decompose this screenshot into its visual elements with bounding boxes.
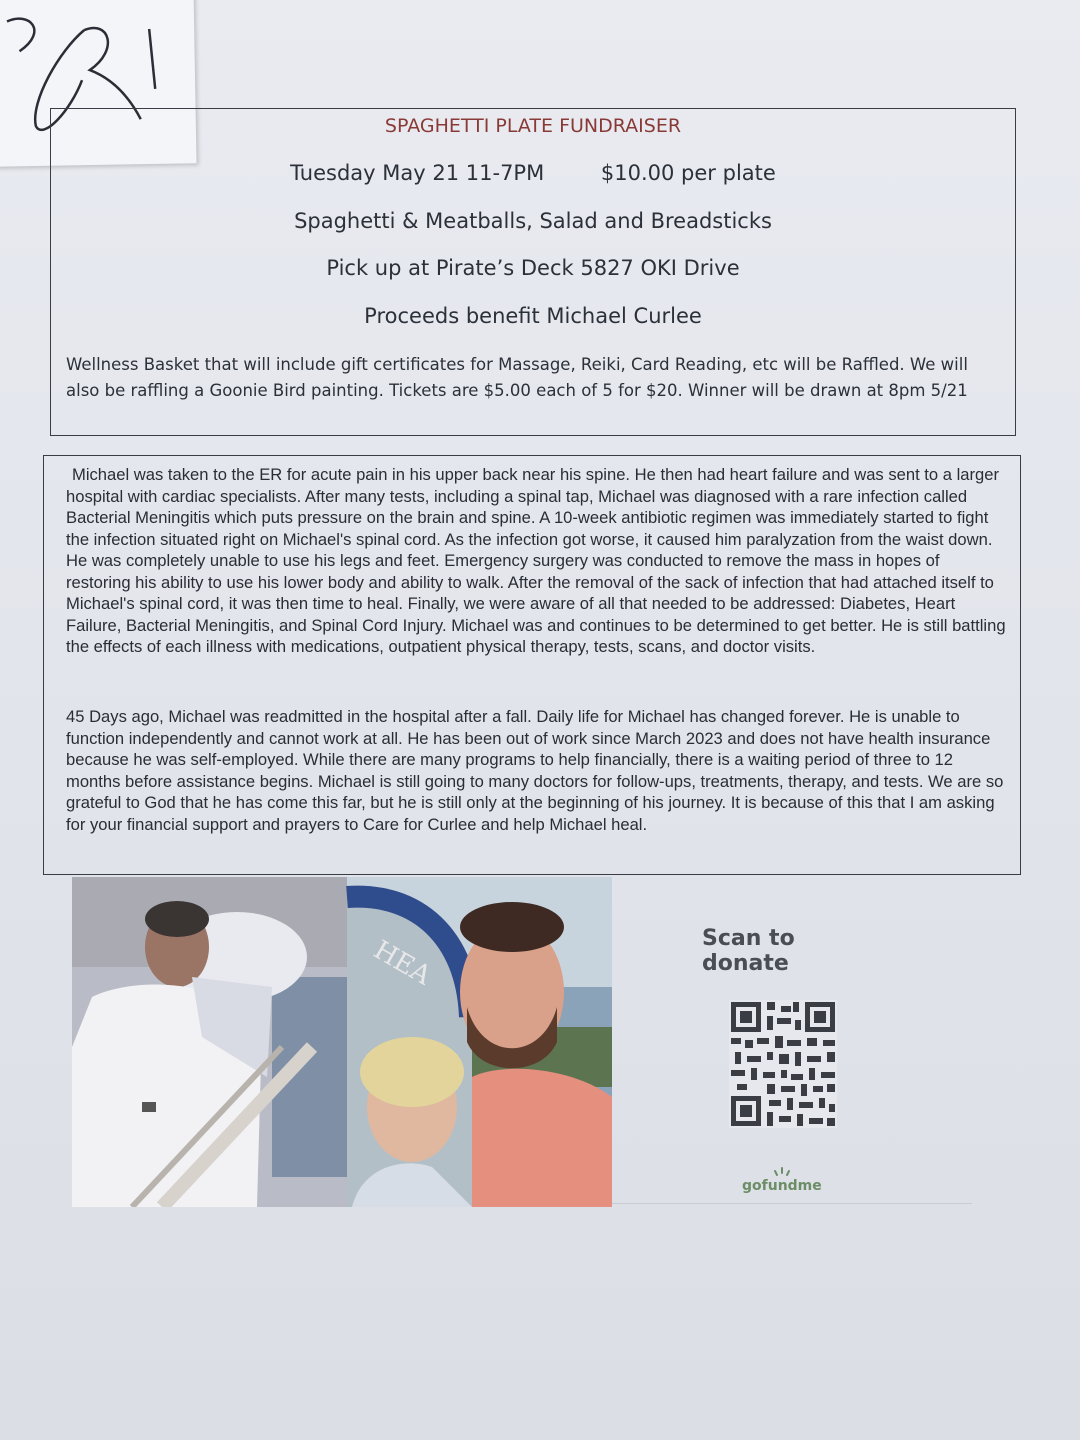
raffle-text: Wellness Basket that will include gift certificates for Massage, Reiki, Card Reading, etc will be Raffled. We will also be raffling a Goonie Bird painting. Tickets are $5.00 each of 5 for $20. Winner will be drawn at 8pm 5/21 xyxy=(66,355,968,400)
hospital-photo xyxy=(72,877,347,1207)
event-date-time: Tuesday May 21 11-7PM xyxy=(290,161,545,185)
story-paragraph-2: 45 Days ago, Michael was readmitted in the hospital after a fall. Daily life for Michael has changed forever. He is unable to function independently and cannot work at all. He has been out of work since March 2023 and does not have health insurance because he was self-employed. While there are many programs to help financially, there is a waiting period of three to 12 months before assistance begins. Michael is still going to many doctors for follow-ups, treatments, therapy, and tests. We are so grateful to God that he has come this far, but he is still only at the beginning of his journey. It is because of this that I am asking for your financial support and prayers to Care for Curlee and help Michael heal. xyxy=(66,707,1004,834)
fundraiser-info-box xyxy=(50,108,1016,436)
qr-code-icon[interactable] xyxy=(729,1000,837,1128)
pickup-line: Pick up at Pirate’s Deck 5827 OKI Drive xyxy=(326,256,740,280)
story-box xyxy=(43,455,1021,875)
beneficiary-line: Proceeds benefit Michael Curlee xyxy=(364,304,702,328)
scan-to-donate-label: Scan to donate xyxy=(702,926,795,976)
plate-price: $10.00 per plate xyxy=(600,161,776,185)
divider xyxy=(612,1203,972,1204)
flyer-title: SPAGHETTI PLATE FUNDRAISER xyxy=(384,115,682,137)
couple-selfie-photo xyxy=(347,877,612,1207)
menu-line: Spaghetti & Meatballs, Salad and Breadsticks xyxy=(294,209,772,233)
gofundme-logo: gofundme xyxy=(742,1178,822,1194)
story-paragraph-1: Michael was taken to the ER for acute pain in his upper back near his spine. He then had heart failure and was sent to a larger hospital with cardiac specialists. After many tests, including a spinal tap, Michael was diagnosed with a rare infection called Bacterial Meningitis which puts pressure on the brain and spine. A 10-week antibiotic regimen was immediately started to fight the infection situated right on Michael's spinal cord. As the infection got worse, it caused him paralyzation from the waist down. He was completely unable to use his legs and feet. Emergency surgery was conducted to remove the mass in hopes of restoring his ability to use his lower body and ability to walk. After the removal of the sack of infection that had attached itself to Michael's spinal cord, it was then time to heal. Finally, we were aware of all that needed to be addressed: Diabetes, Heart Failure, Bacterial Meningitis, and Spinal Cord Injury. Michael was and continues to be determined to get better. He is still battling the effects of each illness with medications, outpatient physical therapy, tests, scans, and doctor visits. xyxy=(66,465,1006,656)
date-price-line xyxy=(51,161,1015,185)
sign-letters: HEA xyxy=(368,935,436,992)
photo-collage xyxy=(72,877,612,1207)
